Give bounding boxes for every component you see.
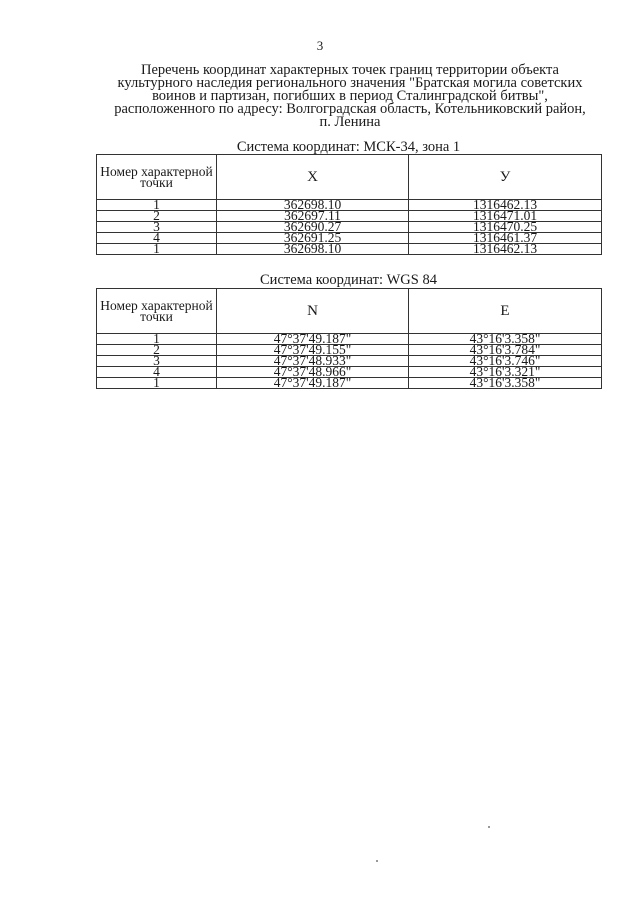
document-title-line: культурного наследия регионального значения "Братская могила советских bbox=[117, 75, 583, 91]
cell-n: 47°37'49.187" bbox=[217, 378, 409, 389]
header-x: X bbox=[217, 155, 409, 200]
header-e: E bbox=[409, 289, 602, 334]
table-row bbox=[97, 378, 602, 389]
cell-point: 1 bbox=[97, 334, 217, 345]
cell-y: 1316471.01 bbox=[409, 211, 602, 222]
cell-point: 3 bbox=[97, 356, 217, 367]
table-caption-msk34: Система координат: МСК-34, зона 1 bbox=[236, 139, 461, 155]
cell-point: 1 bbox=[97, 244, 217, 255]
cell-point: 1 bbox=[97, 200, 217, 211]
table-row bbox=[97, 345, 602, 356]
table-header-row bbox=[97, 155, 602, 200]
cell-x: 362697.11 bbox=[217, 211, 409, 222]
scan-speck bbox=[376, 860, 378, 862]
cell-e: 43°16'3.784" bbox=[409, 345, 602, 356]
cell-point: 3 bbox=[97, 222, 217, 233]
cell-e: 43°16'3.358" bbox=[409, 378, 602, 389]
cell-point: 1 bbox=[97, 378, 217, 389]
page-number: 3 bbox=[316, 38, 324, 53]
cell-e: 43°16'3.746" bbox=[409, 356, 602, 367]
table-row bbox=[97, 222, 602, 233]
cell-n: 47°37'49.187" bbox=[217, 334, 409, 345]
header-point-number: Номер характерной точки bbox=[97, 289, 217, 334]
cell-point: 2 bbox=[97, 211, 217, 222]
header-y: У bbox=[409, 155, 602, 200]
document-title bbox=[90, 64, 610, 129]
document-title-line: п. Ленина bbox=[319, 114, 381, 130]
cell-point: 2 bbox=[97, 345, 217, 356]
table-row bbox=[97, 334, 602, 345]
table-caption-wgs84: Система координат: WGS 84 bbox=[260, 272, 437, 288]
cell-x: 362691.25 bbox=[217, 233, 409, 244]
table-row bbox=[97, 367, 602, 378]
coordinates-table-msk34 bbox=[96, 154, 602, 255]
cell-n: 47°37'49.155" bbox=[217, 345, 409, 356]
coordinates-table-wgs84 bbox=[96, 288, 602, 389]
header-point-number: Номер характерной точки bbox=[97, 155, 217, 200]
cell-y: 1316462.13 bbox=[409, 244, 602, 255]
cell-n: 47°37'48.933" bbox=[217, 356, 409, 367]
table-header-row bbox=[97, 289, 602, 334]
document-title-line: Перечень координат характерных точек границ территории объекта bbox=[141, 62, 559, 78]
cell-x: 362698.10 bbox=[217, 200, 409, 211]
cell-e: 43°16'3.321" bbox=[409, 367, 602, 378]
cell-x: 362698.10 bbox=[217, 244, 409, 255]
table-row bbox=[97, 233, 602, 244]
cell-y: 1316461.37 bbox=[409, 233, 602, 244]
cell-y: 1316462.13 bbox=[409, 200, 602, 211]
document-title-line: расположенного по адресу: Волгоградская область, Котельниковский район, bbox=[114, 101, 586, 117]
table-row bbox=[97, 244, 602, 255]
cell-point: 4 bbox=[97, 233, 217, 244]
cell-n: 47°37'48.966" bbox=[217, 367, 409, 378]
header-n: N bbox=[217, 289, 409, 334]
cell-e: 43°16'3.358" bbox=[409, 334, 602, 345]
document-title-line: воинов и партизан, погибших в период Сталинградской битвы", bbox=[152, 88, 548, 104]
table-row bbox=[97, 200, 602, 211]
table-row bbox=[97, 211, 602, 222]
scan-speck bbox=[488, 826, 490, 828]
cell-y: 1316470.25 bbox=[409, 222, 602, 233]
table-row bbox=[97, 356, 602, 367]
cell-point: 4 bbox=[97, 367, 217, 378]
cell-x: 362690.27 bbox=[217, 222, 409, 233]
